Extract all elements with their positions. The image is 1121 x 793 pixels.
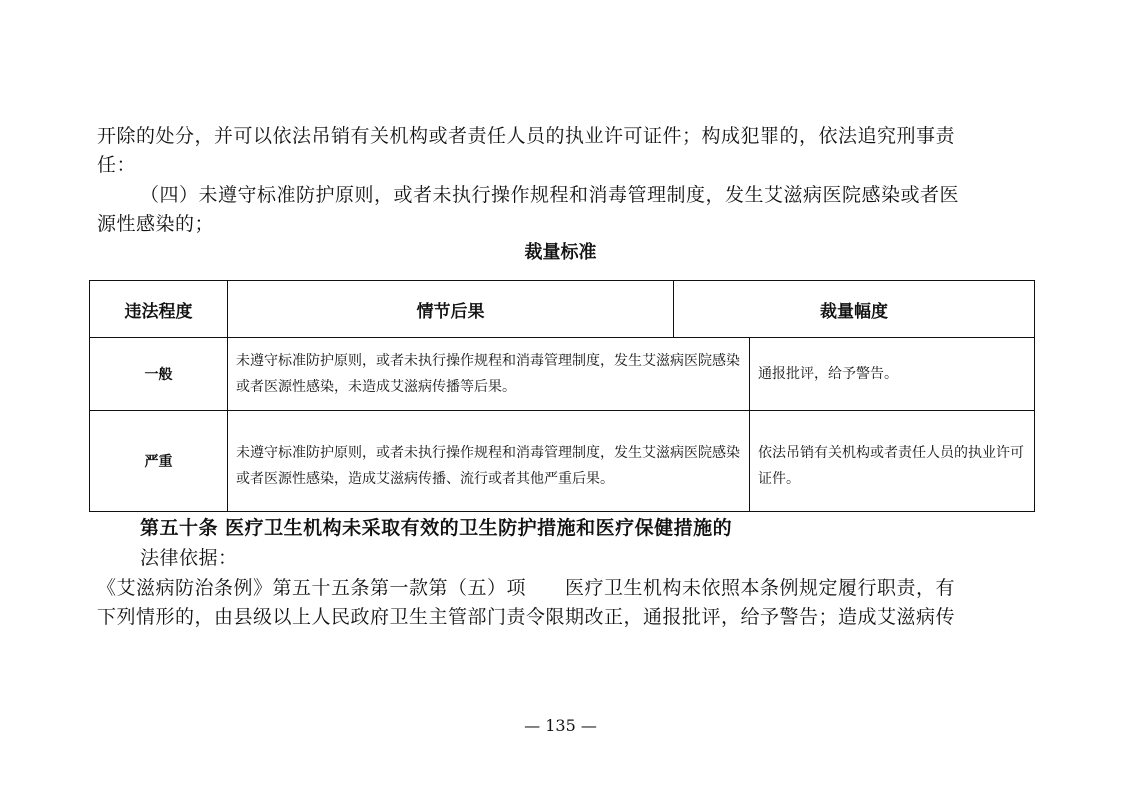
article-heading: 第五十条 医疗卫生机构未采取有效的卫生防护措施和医疗保健措施的 <box>140 517 733 539</box>
header-severity: 违法程度 <box>90 281 228 338</box>
discretion-standards-table <box>89 280 1035 512</box>
row-penalty: 依法吊销有关机构或者责任人员的执业许可证件。 <box>750 411 1035 512</box>
row-circumstance: 未遵守标准防护原则，或者未执行操作规程和消毒管理制度，发生艾滋病医院感染或者医源性感染，未造成艾滋病传播等后果。 <box>228 338 750 411</box>
row-circumstance: 未遵守标准防护原则，或者未执行操作规程和消毒管理制度，发生艾滋病医院感染或者医源性感染，造成艾滋病传播、流行或者其他严重后果。 <box>228 411 750 512</box>
legal-basis-text: 下列情形的，由县级以上人民政府卫生主管部门责令限期改正，通报批评，给予警告；造成艾滋病传 <box>97 606 956 628</box>
row-level: 一般 <box>90 338 228 411</box>
header-penalty: 裁量幅度 <box>674 281 1035 338</box>
table-row <box>90 411 1035 512</box>
table-row <box>90 338 1035 411</box>
legal-basis-label: 法律依据： <box>140 547 238 569</box>
paragraph-line: 开除的处分，并可以依法吊销有关机构或者责任人员的执业许可证件；构成犯罪的，依法追究刑事责 <box>97 125 956 147</box>
table-header-row <box>90 281 1035 338</box>
legal-basis-text: 《艾滋病防治条例》第五十五条第一款第（五）项 医疗卫生机构未依照本条例规定履行职责，有 <box>97 577 956 599</box>
page-number: — 135 — <box>524 716 597 735</box>
paragraph-line: 源性感染的； <box>97 213 215 235</box>
paragraph-line: （四）未遵守标准防护原则，或者未执行操作规程和消毒管理制度，发生艾滋病医院感染或者医 <box>140 184 960 206</box>
paragraph-line: 任： <box>97 154 137 176</box>
header-circumstance: 情节后果 <box>228 281 674 338</box>
row-penalty: 通报批评，给予警告。 <box>750 338 1035 411</box>
table-caption: 裁量标准 <box>524 242 597 263</box>
row-level: 严重 <box>90 411 228 512</box>
